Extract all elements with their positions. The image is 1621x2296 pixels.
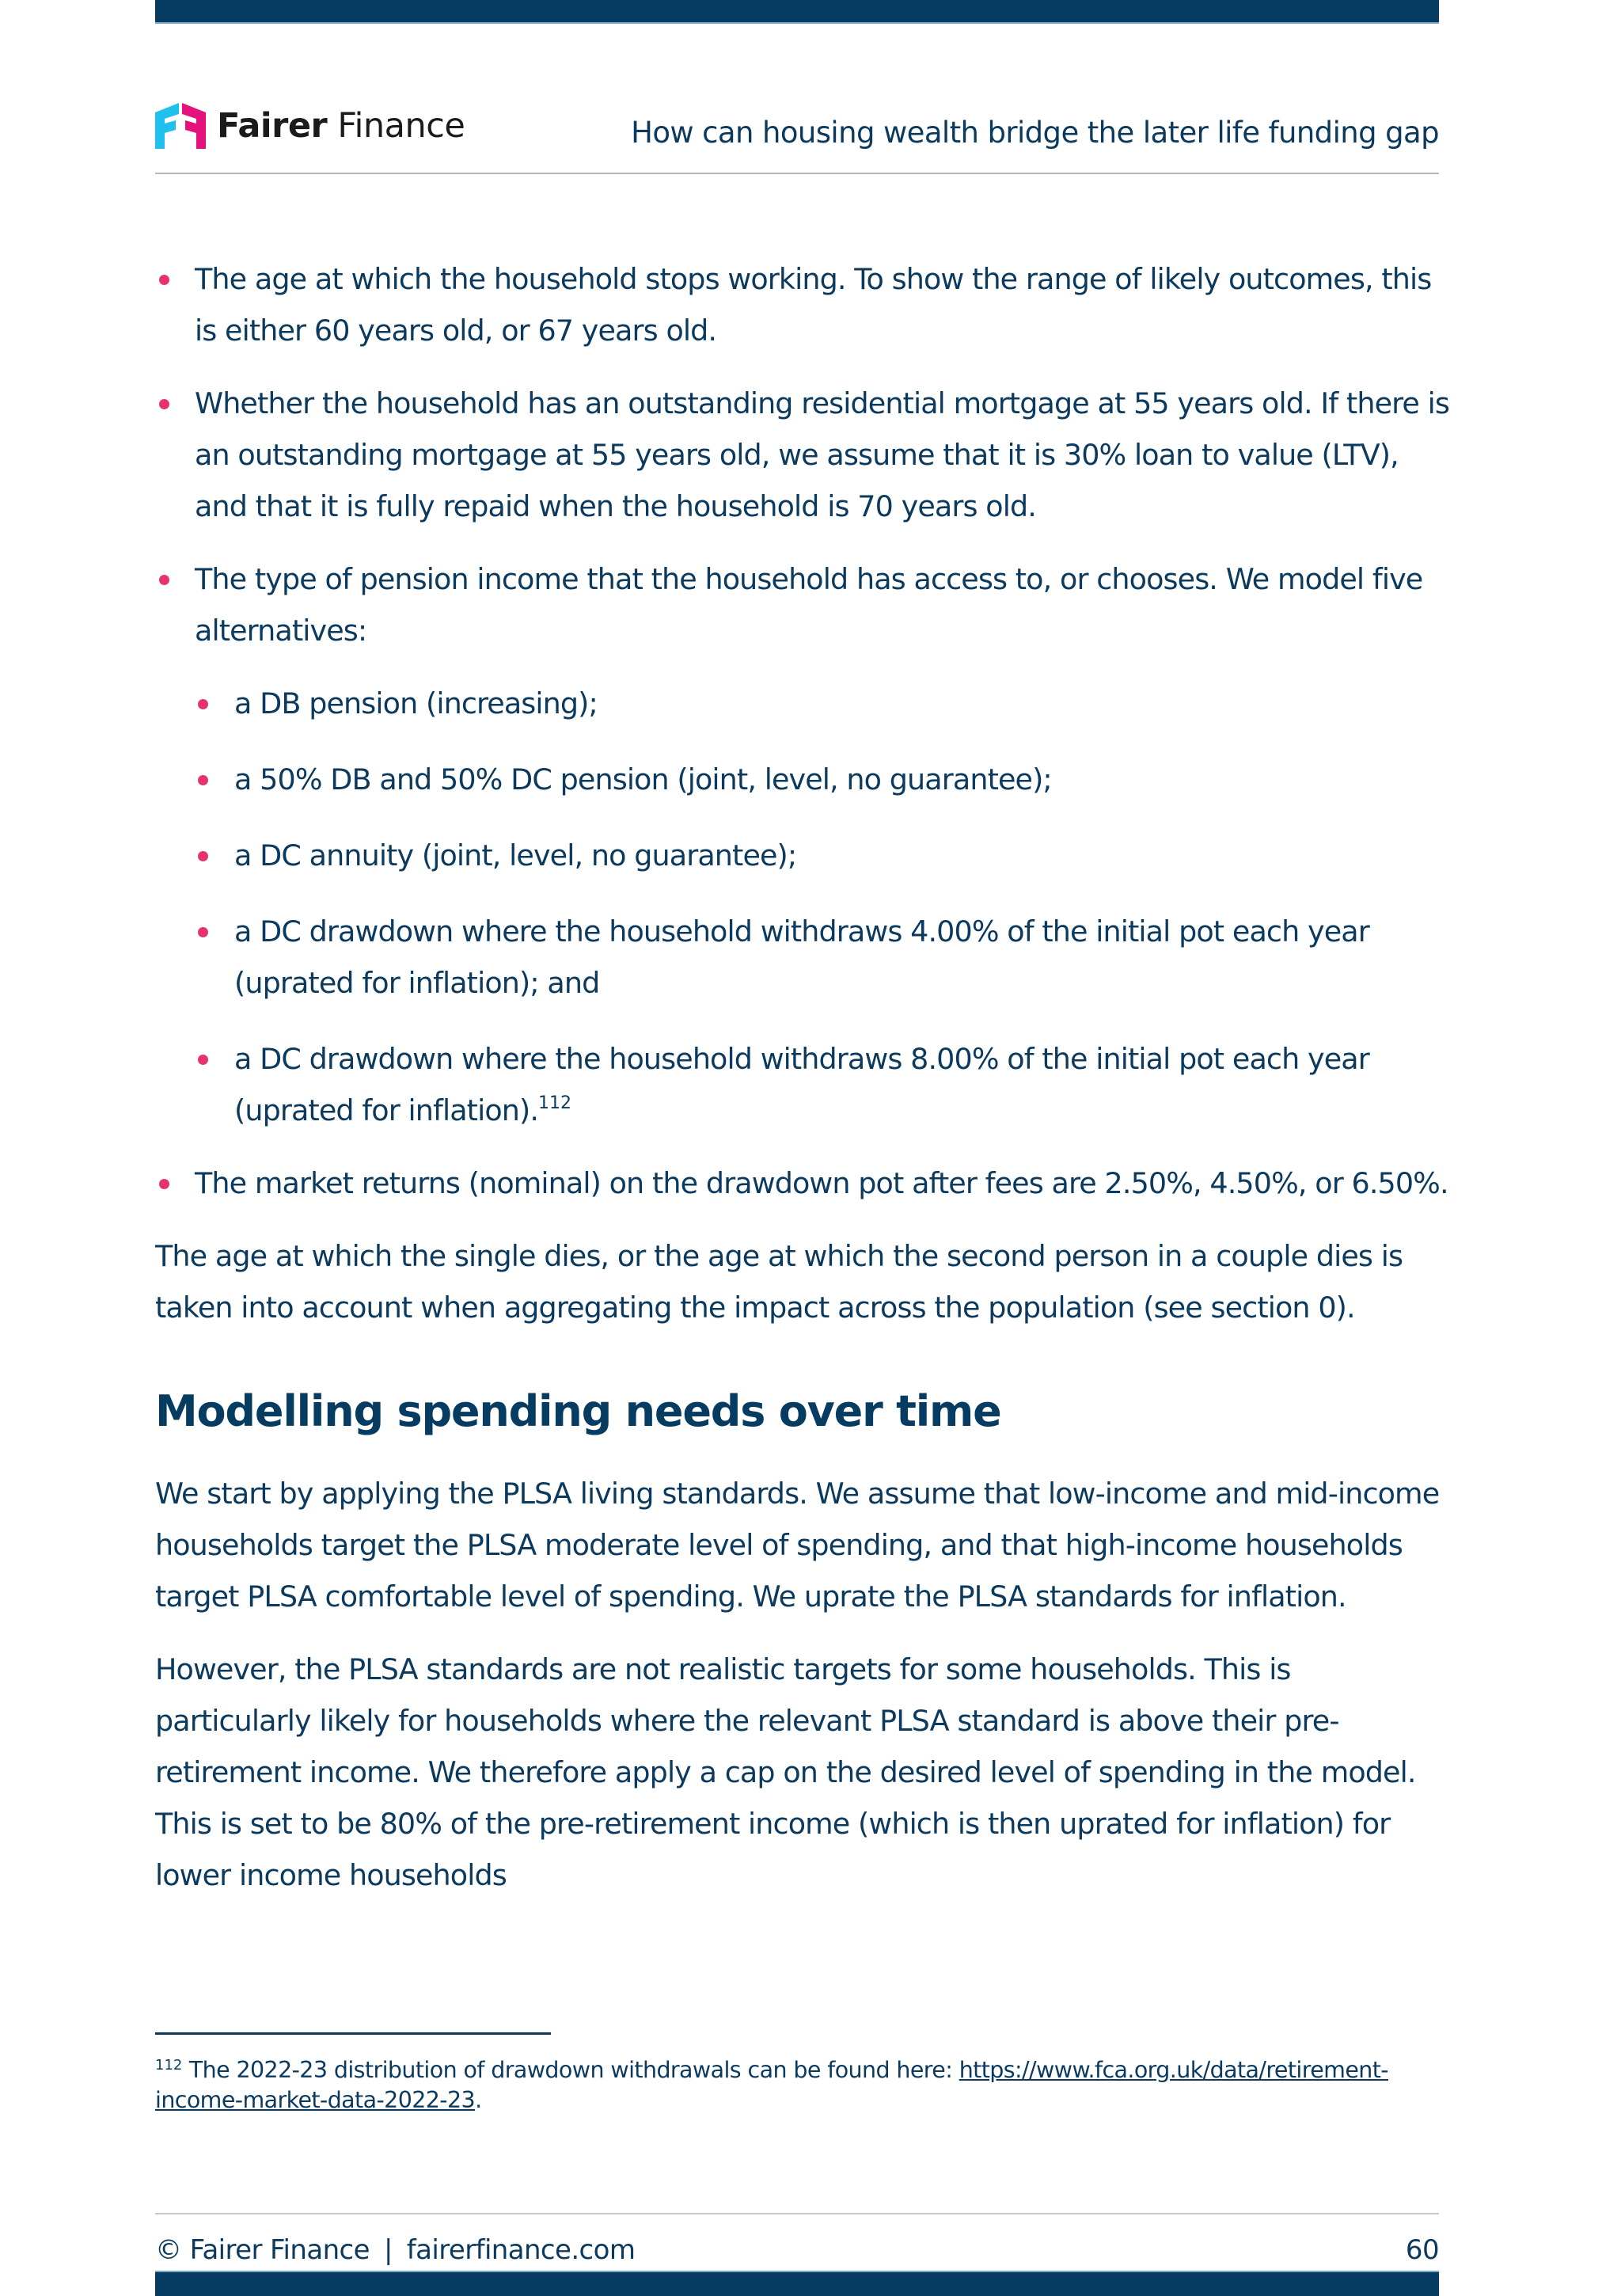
list-item-text: Whether the household has an outstanding residential mortgage at 55 years old. If there is an outstanding mortgage at 55 years old, we assume that it is 30% loan to value (LTV), and that it is fully repaid when the household is 70 years old.: [195, 386, 1450, 523]
bottom-decorative-bar: [155, 2271, 1439, 2296]
document-title: How can housing wealth bridge the later life funding gap: [631, 116, 1439, 150]
sub-list-item-text: a DC drawdown where the household withdraws 4.00% of the initial pot each year (uprated for inflation); and: [234, 914, 1369, 1000]
footnote-link[interactable]: https://www.fca.org.uk/data/retirement-income-market-data-2022-23: [155, 2057, 1388, 2113]
brand-name-light: Finance: [337, 105, 465, 146]
paragraph: We start by applying the PLSA living standards. We assume that low-income and mid-income households target the PLSA moderate level of spending, and that high-income households target PLSA comfortable level of spending. We uprate the PLSA standards for inflation.: [155, 1477, 1440, 1614]
list-item: [155, 378, 1453, 532]
paragraph: The age at which the single dies, or the age at which the second person in a couple dies is taken into account when aggregating the impact across the population (see section 0).: [155, 1239, 1403, 1325]
pension-alternatives-list: [155, 678, 1453, 1136]
page-content: [155, 253, 1453, 1922]
sub-list-item-text: a DC annuity (joint, level, no guarantee);: [234, 838, 797, 872]
list-item: [155, 553, 1453, 1136]
sub-list-item: [155, 830, 1453, 881]
footnote-text: The 2022-23 distribution of drawdown withdrawals can be found here:: [188, 2057, 959, 2083]
footnote-reference[interactable]: 112: [538, 1093, 572, 1113]
sub-list-item-text: a 50% DB and 50% DC pension (joint, level, no guarantee);: [234, 762, 1052, 796]
list-item-text: The type of pension income that the household has access to, or chooses. We model five alternatives:: [195, 562, 1423, 648]
section-heading: Modelling spending needs over time: [155, 1386, 1001, 1436]
assumptions-list: [155, 253, 1453, 1209]
sub-list-item: [155, 906, 1453, 1009]
list-item: [155, 253, 1453, 356]
sub-list-item: [155, 754, 1453, 805]
footer-left: [155, 2234, 635, 2266]
page-footer: [155, 2234, 1439, 2271]
header-divider: [155, 173, 1439, 174]
paragraph: However, the PLSA standards are not realistic targets for some households. This is particularly likely for households where the relevant PLSA standard is above their pre-retirement income. We therefore apply a cap on the desired level of spending in the model. This is set to be 80% of the pre-retirement income (which is then uprated for inflation) for lower income households: [155, 1652, 1416, 1892]
footnote-number: 112: [155, 2057, 183, 2074]
sub-list-item: [155, 678, 1453, 729]
top-decorative-bar: [155, 0, 1439, 24]
sub-list-item: [155, 1033, 1453, 1136]
page-number: 60: [1405, 2234, 1439, 2266]
sub-list-item-text: a DB pension (increasing);: [234, 686, 598, 720]
footnote-divider: [155, 2032, 551, 2035]
ff-logo-icon: [155, 103, 206, 149]
brand-name-bold: Fairer: [217, 105, 328, 146]
footnote-trailing: .: [475, 2087, 482, 2113]
footnote: [155, 2055, 1439, 2115]
list-item: [155, 1158, 1453, 1209]
fairer-finance-logo: [155, 103, 465, 149]
page-header: [155, 98, 1439, 173]
list-item-text: The market returns (nominal) on the drawdown pot after fees are 2.50%, 4.50%, or 6.50%.: [195, 1166, 1448, 1200]
list-item-text: The age at which the household stops working. To show the range of likely outcomes, this is either 60 years old, or 67 years old.: [195, 262, 1432, 348]
brand-name: [217, 105, 465, 146]
footer-separator: |: [383, 2234, 393, 2266]
website-link[interactable]: fairerfinance.com: [406, 2234, 636, 2266]
footer-divider: [155, 2213, 1439, 2214]
copyright-text: © Fairer Finance: [155, 2234, 370, 2266]
sub-list-item-text: a DC drawdown where the household withdraws 8.00% of the initial pot each year (uprated for inflation).: [234, 1042, 1369, 1127]
